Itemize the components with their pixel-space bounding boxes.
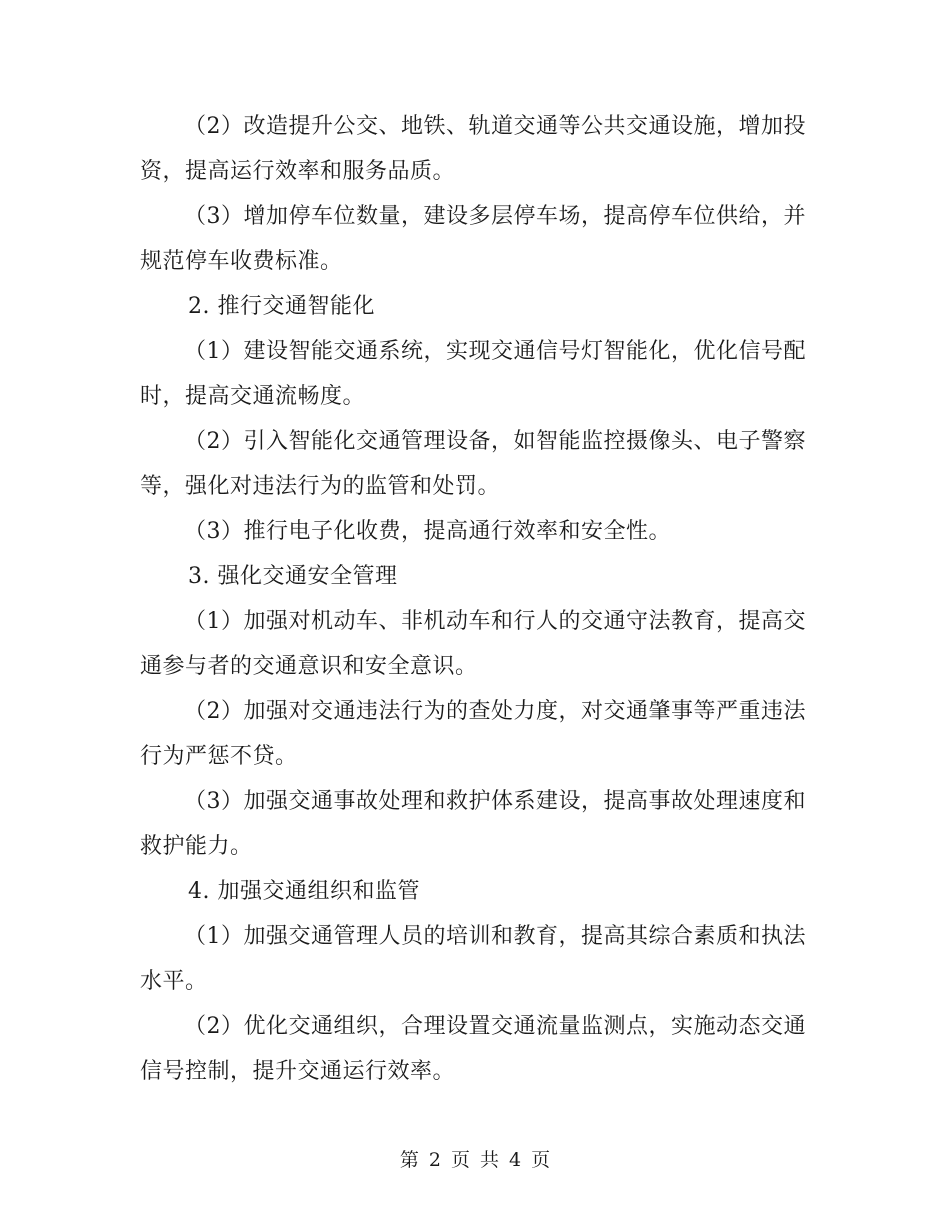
page-footer	[0, 1148, 950, 1172]
document-body	[140, 104, 810, 1094]
paragraph: （2）加强对交通违法行为的查处力度，对交通肇事等严重违法行为严惩不贷。	[140, 699, 806, 769]
paragraph: （1）建设智能交通系统，实现交通信号灯智能化，优化信号配时，提高交通流畅度。	[140, 339, 806, 409]
paragraph: （3）加强交通事故处理和救护体系建设，提高事故处理速度和救护能力。	[140, 789, 806, 859]
section-heading: 3. 强化交通安全管理	[188, 564, 398, 589]
paragraph: （2）引入智能化交通管理设备，如智能监控摄像头、电子警察等，强化对违法行为的监管和处罚。	[140, 429, 806, 499]
section-heading: 2. 推行交通智能化	[188, 294, 375, 319]
section-heading: 4. 加强交通组织和监管	[188, 879, 420, 904]
paragraph: （2）优化交通组织，合理设置交通流量监测点，实施动态交通信号控制，提升交通运行效率。	[140, 1014, 806, 1084]
paragraph: （1）加强对机动车、非机动车和行人的交通守法教育，提高交通参与者的交通意识和安全意识。	[140, 609, 806, 679]
paragraph: （1）加强交通管理人员的培训和教育，提高其综合素质和执法水平。	[140, 924, 806, 994]
paragraph: （3）推行电子化收费，提高通行效率和安全性。	[184, 519, 671, 544]
page-number-label: 第 2 页 共 4 页	[399, 1149, 551, 1171]
paragraph: （3）增加停车位数量，建设多层停车场，提高停车位供给，并规范停车收费标准。	[140, 204, 806, 274]
paragraph: （2）改造提升公交、地铁、轨道交通等公共交通设施，增加投资，提高运行效率和服务品质。	[140, 114, 806, 184]
